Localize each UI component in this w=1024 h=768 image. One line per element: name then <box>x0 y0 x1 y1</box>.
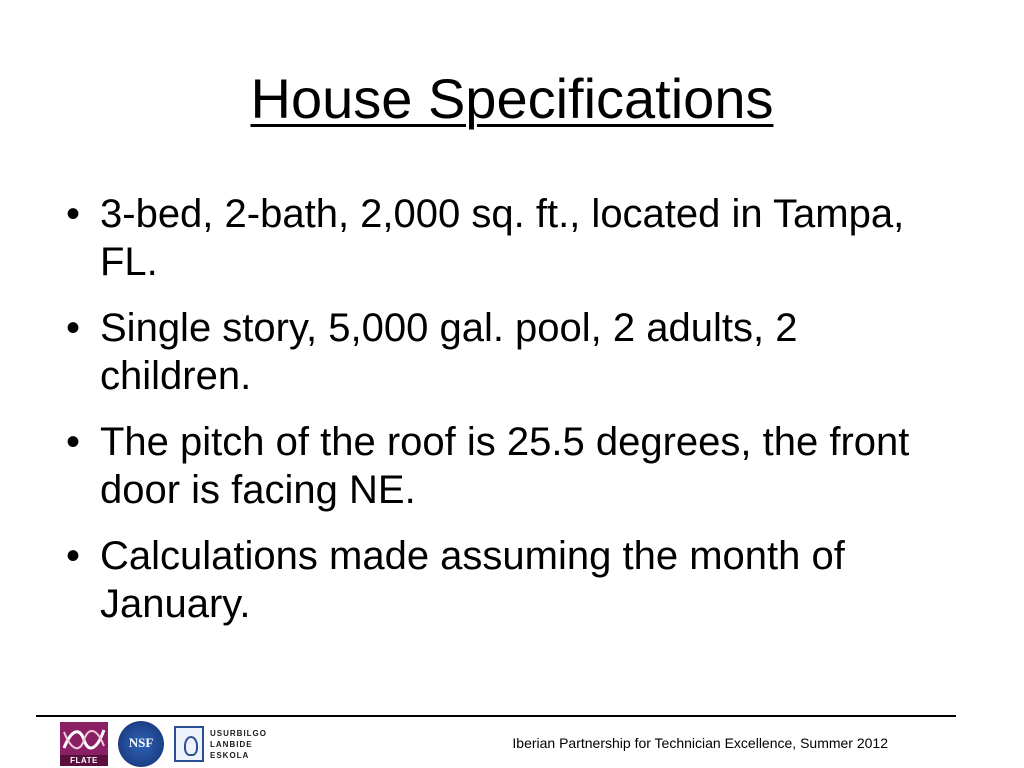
bullet-item <box>58 418 958 514</box>
usurbilgo-logo-text <box>210 728 267 761</box>
bullet-icon: • <box>65 420 80 464</box>
footer-logos <box>60 722 267 766</box>
bullet-icon: • <box>65 192 80 236</box>
usurbilgo-line: ESKOLA <box>210 750 250 760</box>
bullet-item <box>58 190 958 286</box>
bullet-list <box>58 190 958 646</box>
nsf-logo-label: NSF <box>128 735 154 750</box>
bullet-item <box>58 304 958 400</box>
usurbilgo-logo <box>174 724 267 764</box>
bullet-text: The pitch of the roof is 25.5 degrees, the front door is facing NE. <box>100 420 910 512</box>
flate-helix-icon <box>60 722 108 756</box>
usurbilgo-line: LANBIDE <box>210 739 253 749</box>
flate-logo-label: FLATE <box>60 755 108 766</box>
bullet-text: 3-bed, 2-bath, 2,000 sq. ft., located in Tampa, FL. <box>100 192 905 284</box>
usurbilgo-line: USURBILGO <box>210 728 267 738</box>
bullet-text: Single story, 5,000 gal. pool, 2 adults, 2 children. <box>100 306 798 398</box>
slide-title: House Specifications <box>250 67 774 130</box>
flate-logo <box>60 722 108 766</box>
bullet-item <box>58 532 958 628</box>
usurbilgo-emblem-icon <box>174 726 204 762</box>
bullet-text: Calculations made assuming the month of January. <box>100 534 845 626</box>
footer-divider <box>36 715 956 717</box>
footer-text: Iberian Partnership for Technician Excellence, Summer 2012 <box>512 735 888 751</box>
nsf-logo <box>118 721 164 767</box>
bullet-icon: • <box>65 534 80 578</box>
bullet-icon: • <box>65 306 80 350</box>
